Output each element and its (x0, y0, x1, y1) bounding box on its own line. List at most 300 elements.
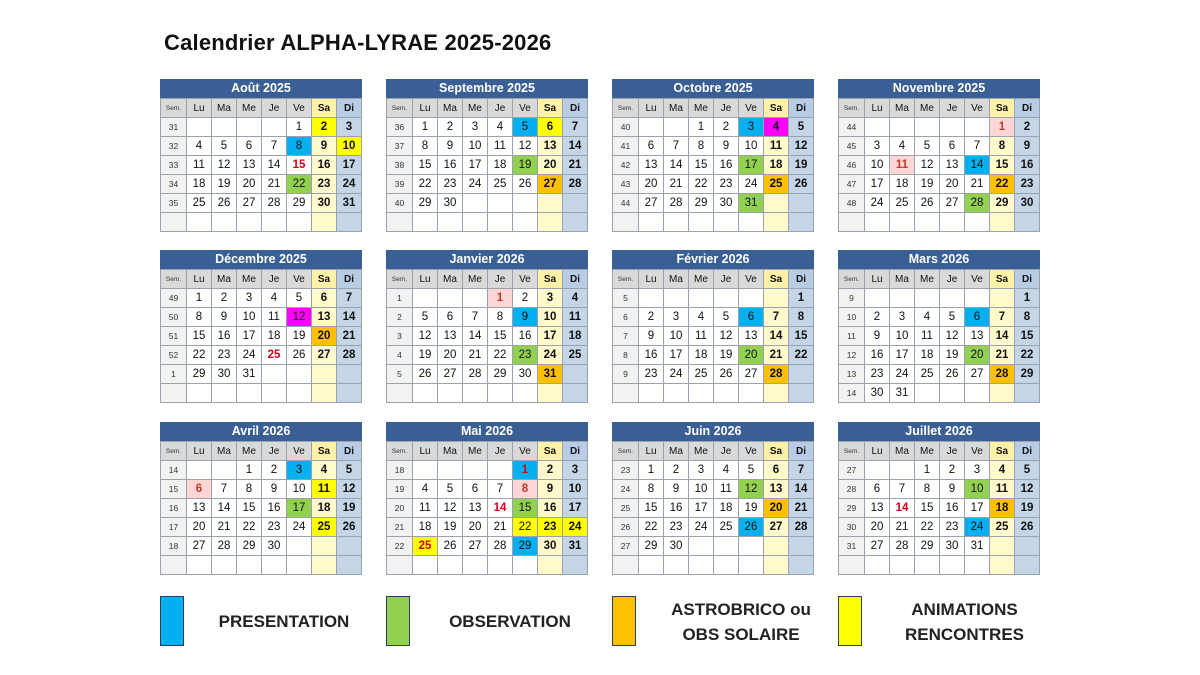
weekday-header: Di (337, 442, 362, 461)
week-row (839, 194, 1040, 213)
day-cell: 19 (789, 156, 814, 175)
day-cell: 21 (664, 175, 689, 194)
day-cell: 4 (915, 308, 940, 327)
week-row (387, 175, 588, 194)
week-number: 45 (839, 137, 865, 156)
day-cell: 6 (237, 137, 262, 156)
day-cell: 3 (890, 308, 915, 327)
day-cell: 17 (463, 156, 488, 175)
day-cell: 6 (538, 118, 563, 137)
day-cell (287, 537, 312, 556)
day-cell (990, 289, 1015, 308)
day-cell: 12 (513, 137, 538, 156)
week-number: 47 (839, 175, 865, 194)
day-cell: 1 (689, 118, 714, 137)
week-number: 6 (613, 308, 639, 327)
day-cell: 18 (187, 175, 212, 194)
month-calendar (386, 79, 588, 232)
day-cell: 25 (488, 175, 513, 194)
day-cell (212, 213, 237, 232)
week-row (613, 384, 814, 403)
weekday-header: Lu (187, 442, 212, 461)
day-cell: 5 (714, 308, 739, 327)
week-row (387, 518, 588, 537)
day-cell (990, 556, 1015, 575)
day-cell (664, 213, 689, 232)
day-cell (312, 213, 337, 232)
day-cell (764, 194, 789, 213)
day-cell: 11 (413, 499, 438, 518)
day-cell: 30 (538, 537, 563, 556)
day-cell: 19 (438, 518, 463, 537)
day-cell (1015, 537, 1040, 556)
week-number: 20 (387, 499, 413, 518)
week-number: 16 (161, 499, 187, 518)
weekday-header: Je (940, 270, 965, 289)
week-row (613, 499, 814, 518)
month-title: Décembre 2025 (160, 250, 362, 269)
day-cell: 6 (865, 480, 890, 499)
weekday-header: Ma (212, 270, 237, 289)
weekday-header: Ma (438, 442, 463, 461)
day-cell: 5 (1015, 461, 1040, 480)
day-cell: 21 (563, 156, 588, 175)
weekday-header: Ve (965, 270, 990, 289)
day-cell (865, 556, 890, 575)
day-cell: 16 (513, 327, 538, 346)
day-cell: 1 (990, 118, 1015, 137)
weekday-header: Me (463, 442, 488, 461)
day-cell: 19 (1015, 499, 1040, 518)
weekday-header: Ve (965, 442, 990, 461)
week-number: 14 (161, 461, 187, 480)
day-cell: 20 (463, 518, 488, 537)
day-cell (764, 289, 789, 308)
month-grid (386, 269, 588, 403)
weekday-header: Sem. (387, 442, 413, 461)
day-cell: 3 (965, 461, 990, 480)
day-cell: 27 (237, 194, 262, 213)
day-cell (789, 537, 814, 556)
day-cell: 25 (262, 346, 287, 365)
weekday-header: Me (915, 270, 940, 289)
day-cell: 17 (739, 156, 764, 175)
day-cell: 1 (1015, 289, 1040, 308)
day-cell: 16 (1015, 156, 1040, 175)
day-cell: 13 (237, 156, 262, 175)
day-cell: 12 (915, 156, 940, 175)
day-cell: 12 (438, 499, 463, 518)
day-cell: 5 (915, 137, 940, 156)
day-cell: 8 (789, 308, 814, 327)
day-cell: 15 (639, 499, 664, 518)
day-cell: 24 (237, 346, 262, 365)
day-cell: 15 (488, 327, 513, 346)
week-row (613, 289, 814, 308)
day-cell: 19 (714, 346, 739, 365)
day-cell (1015, 384, 1040, 403)
day-cell: 20 (940, 175, 965, 194)
day-cell: 16 (262, 499, 287, 518)
day-cell (438, 213, 463, 232)
day-cell (865, 461, 890, 480)
week-number: 1 (161, 365, 187, 384)
day-cell (212, 461, 237, 480)
day-cell: 9 (639, 327, 664, 346)
day-cell: 9 (312, 137, 337, 156)
month-calendar (838, 79, 1040, 232)
day-cell: 5 (739, 461, 764, 480)
weekday-header: Ma (890, 442, 915, 461)
day-cell: 14 (990, 327, 1015, 346)
day-cell: 17 (237, 327, 262, 346)
week-number: 5 (387, 365, 413, 384)
day-cell (965, 289, 990, 308)
day-cell: 13 (764, 480, 789, 499)
day-cell: 13 (538, 137, 563, 156)
day-cell: 2 (538, 461, 563, 480)
day-cell (463, 384, 488, 403)
day-cell (915, 289, 940, 308)
week-row (161, 308, 362, 327)
week-number: 3 (387, 327, 413, 346)
weekday-header: Sa (990, 99, 1015, 118)
day-cell: 12 (940, 327, 965, 346)
day-cell: 13 (187, 499, 212, 518)
week-row (161, 384, 362, 403)
day-cell: 25 (187, 194, 212, 213)
day-cell: 9 (1015, 137, 1040, 156)
day-cell: 28 (337, 346, 362, 365)
day-cell: 6 (463, 480, 488, 499)
week-number: 32 (161, 137, 187, 156)
month-calendar (160, 250, 362, 403)
day-cell (413, 213, 438, 232)
week-number: 18 (161, 537, 187, 556)
weekday-header: Lu (187, 99, 212, 118)
day-cell: 20 (639, 175, 664, 194)
day-cell: 4 (990, 461, 1015, 480)
month-calendar (612, 250, 814, 403)
day-cell (337, 384, 362, 403)
month-calendar (386, 250, 588, 403)
day-cell: 27 (764, 518, 789, 537)
day-cell (764, 213, 789, 232)
weekday-header: Je (488, 270, 513, 289)
day-cell: 1 (639, 461, 664, 480)
day-cell: 8 (287, 137, 312, 156)
week-row (387, 308, 588, 327)
day-cell: 18 (915, 346, 940, 365)
day-cell: 15 (789, 327, 814, 346)
day-cell: 4 (689, 308, 714, 327)
day-cell: 4 (890, 137, 915, 156)
week-number: 31 (839, 537, 865, 556)
weekday-header: Je (714, 99, 739, 118)
day-cell: 11 (187, 156, 212, 175)
day-cell (337, 556, 362, 575)
day-cell: 9 (865, 327, 890, 346)
day-cell: 19 (940, 346, 965, 365)
day-cell (689, 213, 714, 232)
day-cell: 2 (865, 308, 890, 327)
day-cell: 13 (463, 499, 488, 518)
day-cell: 16 (865, 346, 890, 365)
day-cell: 10 (563, 480, 588, 499)
day-cell: 1 (413, 118, 438, 137)
month-title: Juin 2026 (612, 422, 814, 441)
week-row (161, 118, 362, 137)
day-cell: 15 (237, 499, 262, 518)
day-cell (413, 384, 438, 403)
day-cell: 4 (413, 480, 438, 499)
weekday-header: Ma (664, 442, 689, 461)
day-cell (990, 384, 1015, 403)
weekday-header: Ve (739, 442, 764, 461)
week-row (839, 480, 1040, 499)
day-cell: 31 (890, 384, 915, 403)
day-cell: 15 (513, 499, 538, 518)
day-cell: 3 (337, 118, 362, 137)
weekday-header: Me (463, 99, 488, 118)
day-cell: 27 (940, 194, 965, 213)
week-row (613, 327, 814, 346)
day-cell (890, 213, 915, 232)
day-cell (538, 194, 563, 213)
day-cell: 30 (212, 365, 237, 384)
weekday-header: Ve (513, 270, 538, 289)
day-cell: 30 (513, 365, 538, 384)
weekday-header: Ve (739, 99, 764, 118)
day-cell: 19 (212, 175, 237, 194)
day-cell: 19 (513, 156, 538, 175)
week-row (839, 175, 1040, 194)
day-cell: 7 (563, 118, 588, 137)
day-cell (639, 213, 664, 232)
day-cell (287, 384, 312, 403)
week-row (161, 289, 362, 308)
day-cell: 28 (890, 537, 915, 556)
day-cell: 19 (413, 346, 438, 365)
month-title: Septembre 2025 (386, 79, 588, 98)
day-cell: 7 (789, 461, 814, 480)
day-cell: 1 (187, 289, 212, 308)
week-number: 2 (387, 308, 413, 327)
weekday-header: Sa (538, 270, 563, 289)
day-cell: 1 (513, 461, 538, 480)
week-number: 44 (839, 118, 865, 137)
day-cell: 8 (187, 308, 212, 327)
day-cell (337, 213, 362, 232)
day-cell: 16 (639, 346, 664, 365)
weekday-header: Ve (287, 99, 312, 118)
day-cell: 29 (915, 537, 940, 556)
day-cell: 23 (438, 175, 463, 194)
week-row (613, 156, 814, 175)
day-cell: 21 (463, 346, 488, 365)
day-cell: 16 (538, 499, 563, 518)
week-row (387, 289, 588, 308)
day-cell: 6 (312, 289, 337, 308)
day-cell: 25 (413, 537, 438, 556)
day-cell: 9 (664, 480, 689, 499)
weekday-header: Je (714, 442, 739, 461)
weekday-header: Di (563, 442, 588, 461)
day-cell: 20 (187, 518, 212, 537)
day-cell (237, 118, 262, 137)
week-number: 9 (839, 289, 865, 308)
day-cell: 30 (940, 537, 965, 556)
day-cell (865, 289, 890, 308)
month-title: Novembre 2025 (838, 79, 1040, 98)
day-cell: 6 (965, 308, 990, 327)
day-cell: 23 (639, 365, 664, 384)
day-cell: 24 (865, 194, 890, 213)
weekday-header: Je (714, 270, 739, 289)
month-calendar (386, 422, 588, 575)
day-cell: 17 (689, 499, 714, 518)
day-cell: 16 (312, 156, 337, 175)
day-cell: 16 (212, 327, 237, 346)
day-cell: 6 (438, 308, 463, 327)
legend-swatch (160, 596, 184, 646)
week-row (839, 365, 1040, 384)
weekday-header: Sa (764, 99, 789, 118)
day-cell: 14 (463, 327, 488, 346)
day-cell: 4 (714, 461, 739, 480)
day-cell: 4 (764, 118, 789, 137)
day-cell: 10 (739, 137, 764, 156)
day-cell: 23 (1015, 175, 1040, 194)
week-number: 52 (161, 346, 187, 365)
week-number: 31 (161, 118, 187, 137)
week-row (613, 308, 814, 327)
weekday-header: Sa (312, 99, 337, 118)
day-cell: 16 (714, 156, 739, 175)
weekday-header: Sem. (839, 99, 865, 118)
day-cell: 20 (739, 346, 764, 365)
week-number: 30 (839, 518, 865, 537)
weekday-header: Sem. (839, 270, 865, 289)
month-grid (838, 269, 1040, 403)
weekday-header: Di (563, 270, 588, 289)
day-cell: 15 (413, 156, 438, 175)
day-cell: 24 (563, 518, 588, 537)
day-cell: 22 (915, 518, 940, 537)
day-cell: 18 (890, 175, 915, 194)
day-cell: 3 (689, 461, 714, 480)
day-cell (689, 537, 714, 556)
day-cell (865, 213, 890, 232)
day-cell: 18 (262, 327, 287, 346)
day-cell: 31 (237, 365, 262, 384)
day-cell: 6 (187, 480, 212, 499)
day-cell: 3 (664, 308, 689, 327)
day-cell (940, 213, 965, 232)
week-row (839, 461, 1040, 480)
weekday-header: Lu (865, 99, 890, 118)
day-cell: 1 (287, 118, 312, 137)
week-row (161, 175, 362, 194)
day-cell: 1 (789, 289, 814, 308)
day-cell: 12 (212, 156, 237, 175)
day-cell: 27 (965, 365, 990, 384)
weekday-header: Ve (287, 442, 312, 461)
weekday-header: Di (1015, 270, 1040, 289)
week-number: 36 (387, 118, 413, 137)
day-cell: 23 (538, 518, 563, 537)
weekday-header: Lu (413, 270, 438, 289)
week-number (613, 556, 639, 575)
month-calendar (160, 79, 362, 232)
day-cell: 30 (438, 194, 463, 213)
weekday-header: Lu (413, 442, 438, 461)
day-cell: 26 (337, 518, 362, 537)
day-cell (664, 556, 689, 575)
day-cell (262, 365, 287, 384)
day-cell: 14 (764, 327, 789, 346)
day-cell (262, 118, 287, 137)
week-number: 38 (387, 156, 413, 175)
day-cell: 21 (890, 518, 915, 537)
day-cell: 22 (1015, 346, 1040, 365)
week-row (387, 156, 588, 175)
day-cell: 3 (287, 461, 312, 480)
day-cell: 11 (689, 327, 714, 346)
day-cell: 28 (664, 194, 689, 213)
day-cell (287, 213, 312, 232)
week-number: 18 (387, 461, 413, 480)
week-number: 40 (387, 194, 413, 213)
day-cell: 2 (212, 289, 237, 308)
month-grid (160, 98, 362, 232)
day-cell: 13 (965, 327, 990, 346)
week-number (387, 384, 413, 403)
week-number: 5 (613, 289, 639, 308)
day-cell (990, 213, 1015, 232)
week-number (387, 213, 413, 232)
day-cell: 29 (639, 537, 664, 556)
day-cell (940, 289, 965, 308)
weekday-header: Je (262, 270, 287, 289)
day-cell: 6 (739, 308, 764, 327)
week-row (161, 365, 362, 384)
day-cell (488, 213, 513, 232)
day-cell: 22 (187, 346, 212, 365)
week-number: 24 (613, 480, 639, 499)
day-cell: 26 (413, 365, 438, 384)
day-cell: 6 (940, 137, 965, 156)
day-cell: 23 (262, 518, 287, 537)
day-cell (714, 384, 739, 403)
weekday-header: Lu (187, 270, 212, 289)
week-number: 46 (839, 156, 865, 175)
day-cell: 29 (413, 194, 438, 213)
legend-label: ANIMATIONS RENCONTRES (904, 599, 1024, 644)
day-cell: 10 (237, 308, 262, 327)
day-cell: 21 (488, 518, 513, 537)
day-cell: 8 (639, 480, 664, 499)
legend-item-animations (838, 596, 1057, 648)
day-cell (689, 289, 714, 308)
day-cell (689, 384, 714, 403)
day-cell: 22 (990, 175, 1015, 194)
weekday-header: Sem. (161, 442, 187, 461)
day-cell: 10 (287, 480, 312, 499)
day-cell: 1 (488, 289, 513, 308)
day-cell (940, 384, 965, 403)
day-cell: 11 (488, 137, 513, 156)
